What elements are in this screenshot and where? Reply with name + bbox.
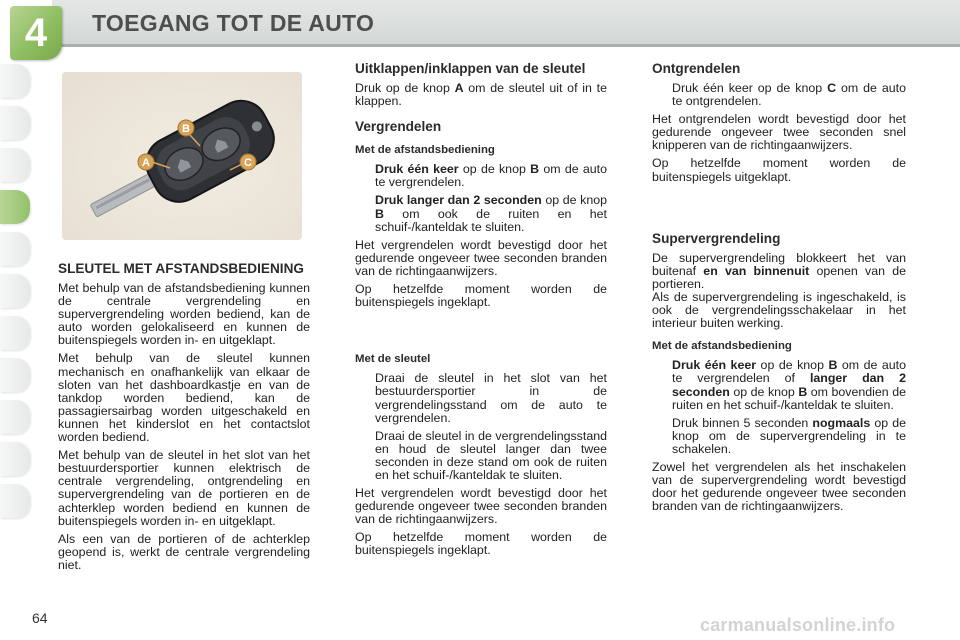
side-tab-1[interactable] xyxy=(0,64,30,98)
left-paragraph-2: Met behulp van de sleutel kunnen mechanisch en onafhankelijk van elkaar de sloten van het dashboardkastje en van de tankdop worden bediend, kan de passagiersairbag worden uitgeschakeld en kunnen het kinderslot en het contactslot worden bediend. xyxy=(58,351,310,445)
side-tab-6[interactable] xyxy=(0,274,30,308)
side-tab-5[interactable] xyxy=(0,232,30,266)
remote-key-illustration xyxy=(62,72,302,240)
watermark-text: carmanualsonline.info xyxy=(700,615,896,635)
key-confirm-paragraph: Het vergrendelen wordt bevestigd door het gedurende ongeveer twee seconden branden van de richtingaanwijzers. xyxy=(355,486,607,527)
side-tab-10[interactable] xyxy=(0,442,30,476)
lock-bullet-2: Druk langer dan 2 seconden op de knop B om ook de ruiten en het schuif-/kanteldak te sluiten. xyxy=(375,193,607,234)
right-column xyxy=(652,62,906,518)
superlock-paragraph-2: Als de supervergrendeling is ingeschakeld, is ook de vergrendelingsschakelaar in het interieur buiten werking. xyxy=(652,289,906,331)
section-title-fold: Uitklappen/inklappen van de sleutel xyxy=(355,61,586,76)
superlock-confirm-paragraph: Zowel het vergrendelen als het inschakelen van de supervergrendeling wordt bevestigd door het gedurende ongeveer twee seconden branden van de richtingaanwijzers. xyxy=(652,459,906,514)
section-title-superlock: Supervergrendeling xyxy=(652,230,781,246)
side-tab-7[interactable] xyxy=(0,316,30,350)
left-paragraph-4: Als een van de portieren of de achterklep geopend is, werkt de centrale vergrendeling niet. xyxy=(58,531,310,572)
subtitle-remote-superlock: Met de afstandsbediening xyxy=(652,340,792,353)
header-rule xyxy=(52,44,960,47)
superlock-bullet-2: Druk binnen 5 seconden nogmaals op de knop om de supervergrendeling in te schakelen. xyxy=(672,415,906,456)
section-title-remote-key: SLEUTEL MET AFSTANDSBEDIENING xyxy=(58,261,304,276)
side-tab-9[interactable] xyxy=(0,400,30,434)
side-tab-3[interactable] xyxy=(0,148,30,182)
middle-column xyxy=(355,62,607,563)
chapter-side-tabs xyxy=(0,64,32,526)
superlock-bullet-1: Druk één keer op de knop B om de auto te vergrendelen of langer dan 2 seconden op de knop B om bovendien de ruiten en het schuif-/kanteldak te sluiten. xyxy=(672,358,906,412)
unlock-confirm-paragraph: Het ontgrendelen wordt bevestigd door het gedurende ongeveer twee seconden snel knipperen van de richtingaanwijzers. xyxy=(652,112,906,153)
lock-bullet-1: Druk één keer op de knop B om de auto te vergrendelen. xyxy=(375,162,608,190)
superlock-paragraph-1: De supervergrendeling blokkeert het van buitenaf en van binnenuit openen van de portieren. xyxy=(652,250,906,291)
unlock-mirrors-paragraph: Op hetzelfde moment worden de buitenspiegels uitgeklapt. xyxy=(652,156,906,184)
label-c: C xyxy=(244,157,252,169)
subtitle-key: Met de sleutel xyxy=(355,353,431,366)
lock-confirm-paragraph: Het vergrendelen wordt bevestigd door het gedurende ongeveer twee seconden branden van de richtingaanwijzers. xyxy=(355,237,607,278)
section-title-lock: Vergrendelen xyxy=(355,119,442,135)
unlock-bullet: Druk één keer op de knop C om de auto te ontgrendelen. xyxy=(672,81,906,109)
key-bullet-1: Draai de sleutel in het slot van het bestuurdersportier in de vergrendelingsstand om de auto te vergrendelen. xyxy=(375,371,607,425)
lock-mirrors-paragraph: Op hetzelfde moment worden de buitenspiegels ingeklapt. xyxy=(355,282,607,310)
side-tab-11[interactable] xyxy=(0,484,30,518)
left-paragraph-1: Met behulp van de afstandsbediening kunnen de centrale vergrendeling en supervergrendeling worden bediend, kan de auto worden gelokaliseerd en kunnen de buitenspiegels worden in- en uitgeklapt. xyxy=(58,281,310,348)
left-paragraph-3: Met behulp van de sleutel in het slot van het bestuurdersportier kunnen elektrisch de centrale vergrendeling, ontgrendeling en supervergrendeling van de portieren en de achterklep worden bediend en kunnen de buitenspiegels worden in- en uitgeklapt. xyxy=(58,448,310,528)
side-tab-2[interactable] xyxy=(0,106,30,140)
key-bullet-2: Draai de sleutel in de vergrendelingsstand en houd de sleutel langer dan twee seconden in deze stand om ook de ruiten en het schuif-/kanteldak te sluiten. xyxy=(375,428,607,482)
section-title-unlock: Ontgrendelen xyxy=(652,61,741,76)
label-a: A xyxy=(142,157,150,169)
chapter-number-badge: 4 xyxy=(10,6,62,60)
subtitle-remote: Met de afstandsbediening xyxy=(355,144,495,157)
remote-key-image xyxy=(62,72,302,240)
fold-paragraph: Druk op de knop A om de sleutel uit of in te klappen. xyxy=(355,81,607,109)
label-b: B xyxy=(182,123,190,135)
side-tab-8[interactable] xyxy=(0,358,30,392)
side-tab-4-active[interactable] xyxy=(0,190,30,224)
left-column xyxy=(58,262,310,577)
key-mirrors-paragraph: Op hetzelfde moment worden de buitenspiegels ingeklapt. xyxy=(355,530,607,558)
page-number: 64 xyxy=(32,610,48,626)
page-title: TOEGANG TOT DE AUTO xyxy=(92,10,375,36)
